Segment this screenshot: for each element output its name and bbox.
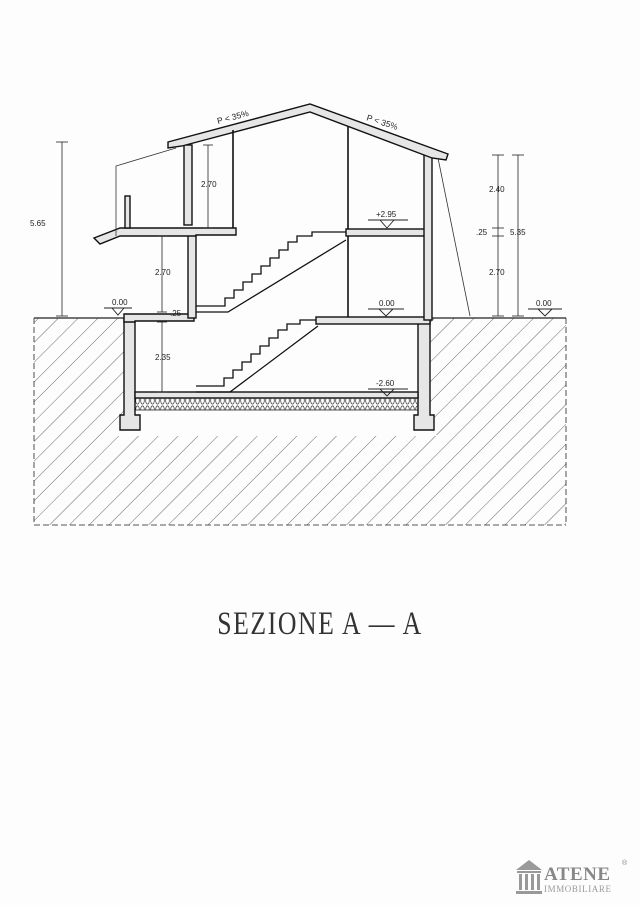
dim-attic-left: 2.70 (201, 180, 217, 189)
staircase-upper (196, 232, 346, 312)
dim-left-total: 5.65 (30, 219, 46, 228)
dim-ground-floor: 2.70 (155, 268, 171, 277)
dim-basement: 2.35 (155, 353, 171, 362)
soil-hatching (34, 318, 566, 525)
level-ground-right: 0.00 (536, 299, 552, 308)
level-basement: -2.60 (376, 379, 395, 388)
dim-right-slab: .25 (476, 228, 488, 237)
roof-slope-left: P < 35% (215, 107, 250, 126)
level-ground-center: 0.00 (379, 299, 395, 308)
interior-walls (233, 126, 348, 317)
roof-slope-right: P < 35% (365, 112, 400, 132)
building-structure (94, 104, 448, 430)
section-title: SEZIONE A — A (217, 606, 423, 642)
level-upper-floor: +2.95 (376, 210, 397, 219)
brand-subtitle: IMMOBILIARE (544, 884, 612, 894)
staircase-lower (196, 320, 318, 392)
brand-name: ATENE (544, 864, 611, 885)
temple-icon (514, 848, 544, 900)
foundation-gravel (135, 398, 418, 410)
dim-right-top: 2.40 (489, 185, 505, 194)
registered-mark: ® (622, 860, 628, 867)
brand-logo (514, 848, 636, 900)
dim-right-lower: 2.70 (489, 268, 505, 277)
dim-step-25: .25 (170, 309, 182, 318)
dim-right-total: 5.35 (510, 228, 526, 237)
level-ground-left: 0.00 (112, 298, 128, 307)
